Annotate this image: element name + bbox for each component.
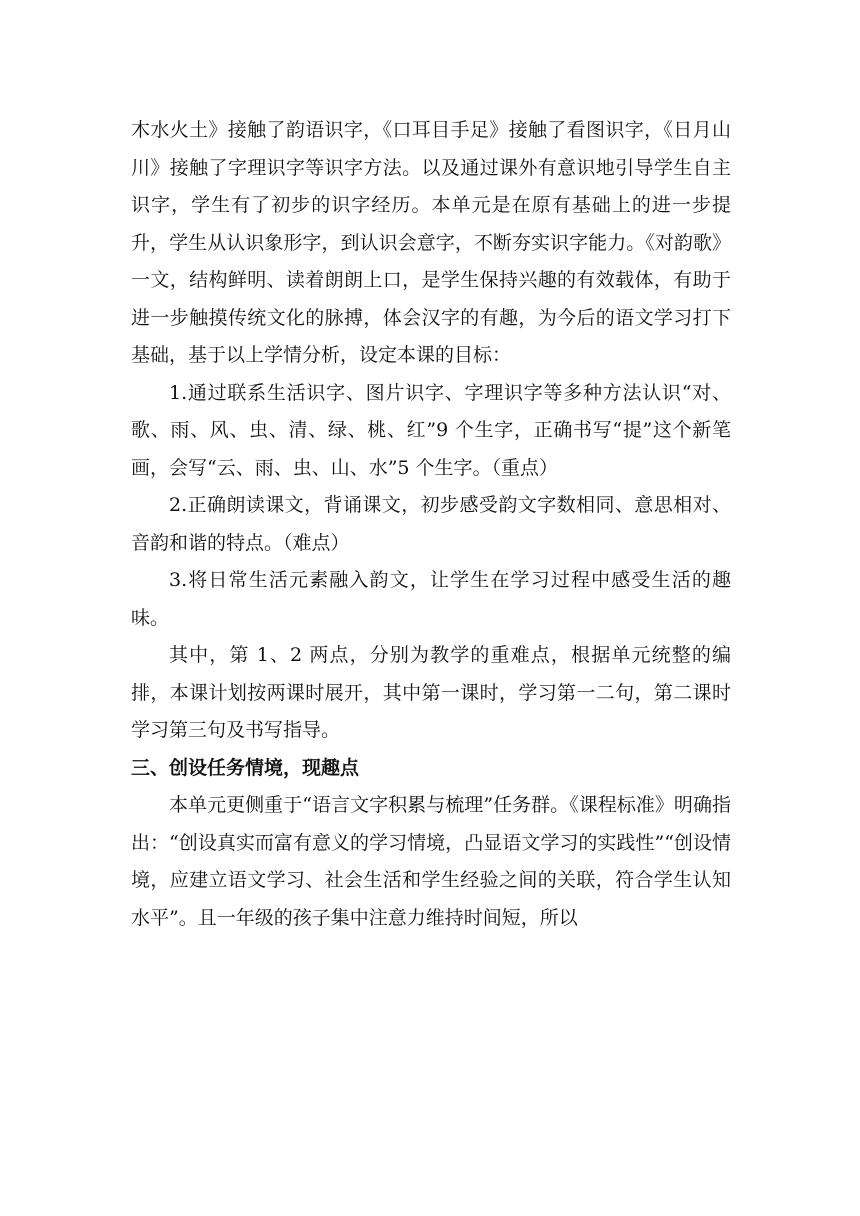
goal-2-paragraph: 2.正确朗读课文，背诵课文，初步感受韵文字数相同、意思相对、音韵和谐的特点。（难点） xyxy=(131,494,731,554)
goal-summary-paragraph: 其中，第 1、2 两点，分别为教学的重难点，根据单元统整的编排，本课计划按两课时展开，其中第一课时，学习第一二句，第二课时学习第三句及书写指导。 xyxy=(131,644,731,741)
goal-1-paragraph: 1.通过联系生活识字、图片识字、字理识字等多种方法认识“对、歌、雨、风、虫、清、绿、桃、红”9 个生字，正确书写“提”这个新笔画，会写“云、雨、虫、山、水”5 个生字。（重点） xyxy=(131,381,731,479)
goal-3-paragraph: 3.将日常生活元素融入韵文，让学生在学习过程中感受生活的趣味。 xyxy=(131,569,731,629)
section-paragraph: 本单元更侧重于“语言文字积累与梳理”任务群。《课程标准》明确指出：“创设真实而富有意义的学习情境，凸显语文学习的实践性”“创设情境，应建立语文学习、社会生活和学生经验之间的关联，符合学生认知水平”。且一年级的孩子集中注意力维持时间短，所以 xyxy=(131,794,731,929)
document-body xyxy=(131,112,731,937)
section-heading: 三、创设任务情境，现趣点 xyxy=(131,756,360,779)
intro-paragraph: 木水火土》接触了韵语识字，《口耳目手足》接触了看图识字，《日月山川》接触了字理识字等识字方法。以及通过课外有意识地引导学生自主识字，学生有了初步的识字经历。本单元是在原有基础上的进一步提升，学生从认识象形字，到认识会意字，不断夯实识字能力。《对韵歌》一文，结构鲜明、读着朗朗上口，是学生保持兴趣的有效载体，有助于进一步触摸传统文化的脉搏，体会汉字的有趣，为今后的语文学习打下基础，基于以上学情分析，设定本课的目标： xyxy=(131,119,731,366)
